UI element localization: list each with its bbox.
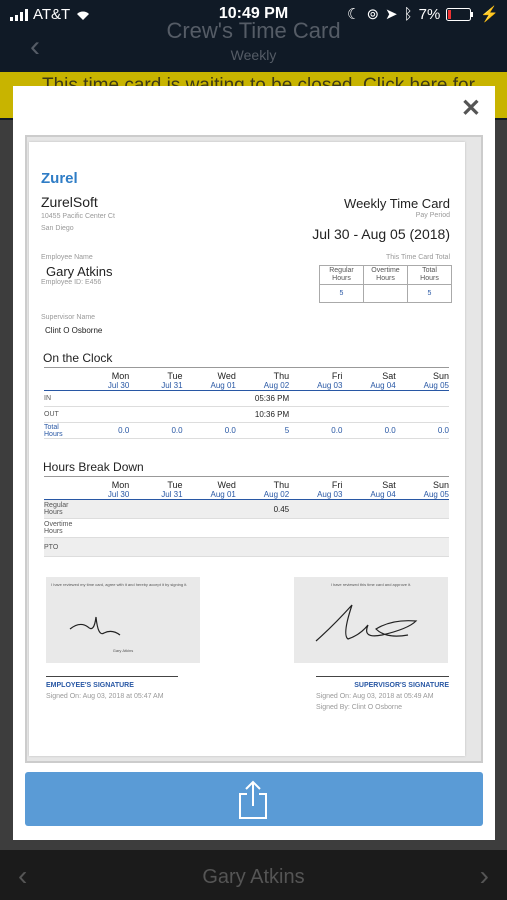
date-label: Aug 05 [423,490,449,499]
company-logo: Zurel [41,170,78,187]
date-label: Aug 05 [423,381,449,390]
date-label: Aug 01 [210,490,236,499]
date-label: Aug 04 [370,381,396,390]
previous-employee-button[interactable]: ‹ [18,860,28,891]
bottom-employee-bar [0,850,507,900]
date-header-row [44,490,449,500]
date-label: Aug 02 [263,490,290,499]
day-header-row [44,476,449,490]
supervisor-signed-on: Signed On: Aug 03, 2018 at 05:49 AM [316,693,434,700]
totals-table [319,265,452,303]
hours-breakdown-table [44,476,449,557]
company-city: San Diego [41,225,74,232]
row-label: Regular Hours [44,502,69,516]
day-label: Thu [273,480,290,490]
employee-signature-image [66,607,126,641]
row-label: Overtime Hours [44,521,73,535]
totals-header-total: Total Hours [408,266,452,285]
close-icon[interactable]: ✕ [460,95,481,122]
table-cell: 05:36 PM [254,394,290,403]
employee-signature-box [46,577,200,663]
day-label: Tue [167,480,183,490]
next-employee-button[interactable]: › [479,860,489,891]
supervisor-signature-line [316,676,449,677]
date-label: Jul 31 [161,490,183,499]
table-cell: 0.45 [273,504,290,514]
date-header-row [44,381,449,391]
day-label: Sat [382,371,396,381]
day-label: Thu [273,371,290,381]
date-label: Jul 30 [107,381,130,390]
date-label: Aug 04 [370,490,396,499]
table-cell: 0.0 [437,426,449,435]
day-label: Sat [382,480,396,490]
table-cell: 0.0 [331,426,343,435]
employee-signature-name: Gary Atkins [112,648,134,653]
row-label: PTO [44,543,59,551]
day-label: Fri [331,480,343,490]
day-label: Wed [217,480,236,490]
day-label: Wed [217,371,236,381]
supervisor-signed-by: Signed By: Clint O Osborne [316,704,402,711]
table-row [44,407,449,423]
employee-name-label: Employee Name [41,254,93,261]
totals-overtime-value [364,285,408,303]
day-label: Mon [111,371,130,381]
supervisor-name: Clint O Osborne [45,326,103,335]
table-row [44,423,449,439]
supervisor-signature-statement: I have reviewed this time card and approve it. [330,582,412,587]
moon-icon: ☾ [347,6,361,23]
carrier-label: AT&T [33,6,71,23]
status-time: 10:49 PM [218,5,289,22]
row-label: IN [44,395,51,402]
date-label: Aug 02 [263,381,290,390]
battery-percent: 7% [418,5,441,23]
company-address: 10455 Pacific Center Ct [41,213,115,220]
pay-period: Jul 30 - Aug 05 (2018) [312,226,450,242]
totals-regular-value: 5 [320,285,364,303]
table-cell: 5 [284,426,290,435]
employee-signature-statement: I have reviewed my time card, agree with it and hereby accept it by signing it. [51,582,188,587]
date-label: Aug 01 [210,381,236,390]
employee-signature-title: EMPLOYEE'S SIGNATURE [46,682,134,689]
totals-total-value: 5 [408,285,452,303]
table-row [44,500,449,519]
hours-breakdown-title: Hours Break Down [43,460,144,474]
date-label: Aug 03 [317,490,343,499]
day-header-row [44,367,449,381]
timecard-preview-modal [13,86,495,840]
bottom-employee-name: Gary Atkins [202,866,305,888]
totals-header-overtime: Overtime Hours [364,266,408,285]
on-the-clock-table [44,367,449,439]
date-label: Jul 31 [161,381,183,390]
row-label: Total Hours [44,423,63,438]
totals-header-regular: Regular Hours [320,266,364,285]
bluetooth-icon: ᛒ [403,5,413,23]
table-cell: 0.0 [118,426,130,435]
day-label: Mon [111,480,130,490]
table-row [44,519,449,538]
share-icon [236,780,270,820]
table-cell: 0.0 [171,426,183,435]
nav-subtitle: Weekly [230,47,277,63]
company-name: ZurelSoft [41,194,98,210]
rotation-lock-icon: ⊚ [366,6,380,23]
supervisor-signature-title: SUPERVISOR'S SIGNATURE [354,682,449,689]
supervisor-signature-image [312,595,432,647]
row-label: OUT [44,411,59,418]
supervisor-signature-box [294,577,448,663]
back-button[interactable]: ‹ [30,30,40,63]
charging-icon: ⚡ [480,6,499,23]
employee-signature-line [46,676,178,677]
day-label: Tue [167,371,183,381]
date-label: Jul 30 [107,490,130,499]
supervisor-name-label: Supervisor Name [41,314,96,321]
table-cell: 0.0 [224,426,236,435]
document-title: Weekly Time Card [344,196,450,211]
table-row [44,538,449,557]
share-button[interactable] [25,772,483,826]
employee-id: Employee ID: E456 [41,279,102,286]
timecard-total-label: This Time Card Total [385,254,450,261]
pay-period-label: Pay Period [415,212,450,219]
day-label: Fri [331,371,343,381]
table-cell: 10:36 PM [254,410,290,419]
on-the-clock-title: On the Clock [43,351,113,365]
date-label: Aug 03 [317,381,343,390]
table-cell: 0.0 [384,426,396,435]
nav-title: Crew's Time Card [166,18,341,43]
location-icon: ➤ [385,6,398,23]
employee-name: Gary Atkins [46,264,113,279]
day-label: Sun [432,371,449,381]
employee-signed-on: Signed On: Aug 03, 2018 at 05:47 AM [46,693,164,700]
table-row [44,391,449,407]
day-label: Sun [432,480,449,490]
